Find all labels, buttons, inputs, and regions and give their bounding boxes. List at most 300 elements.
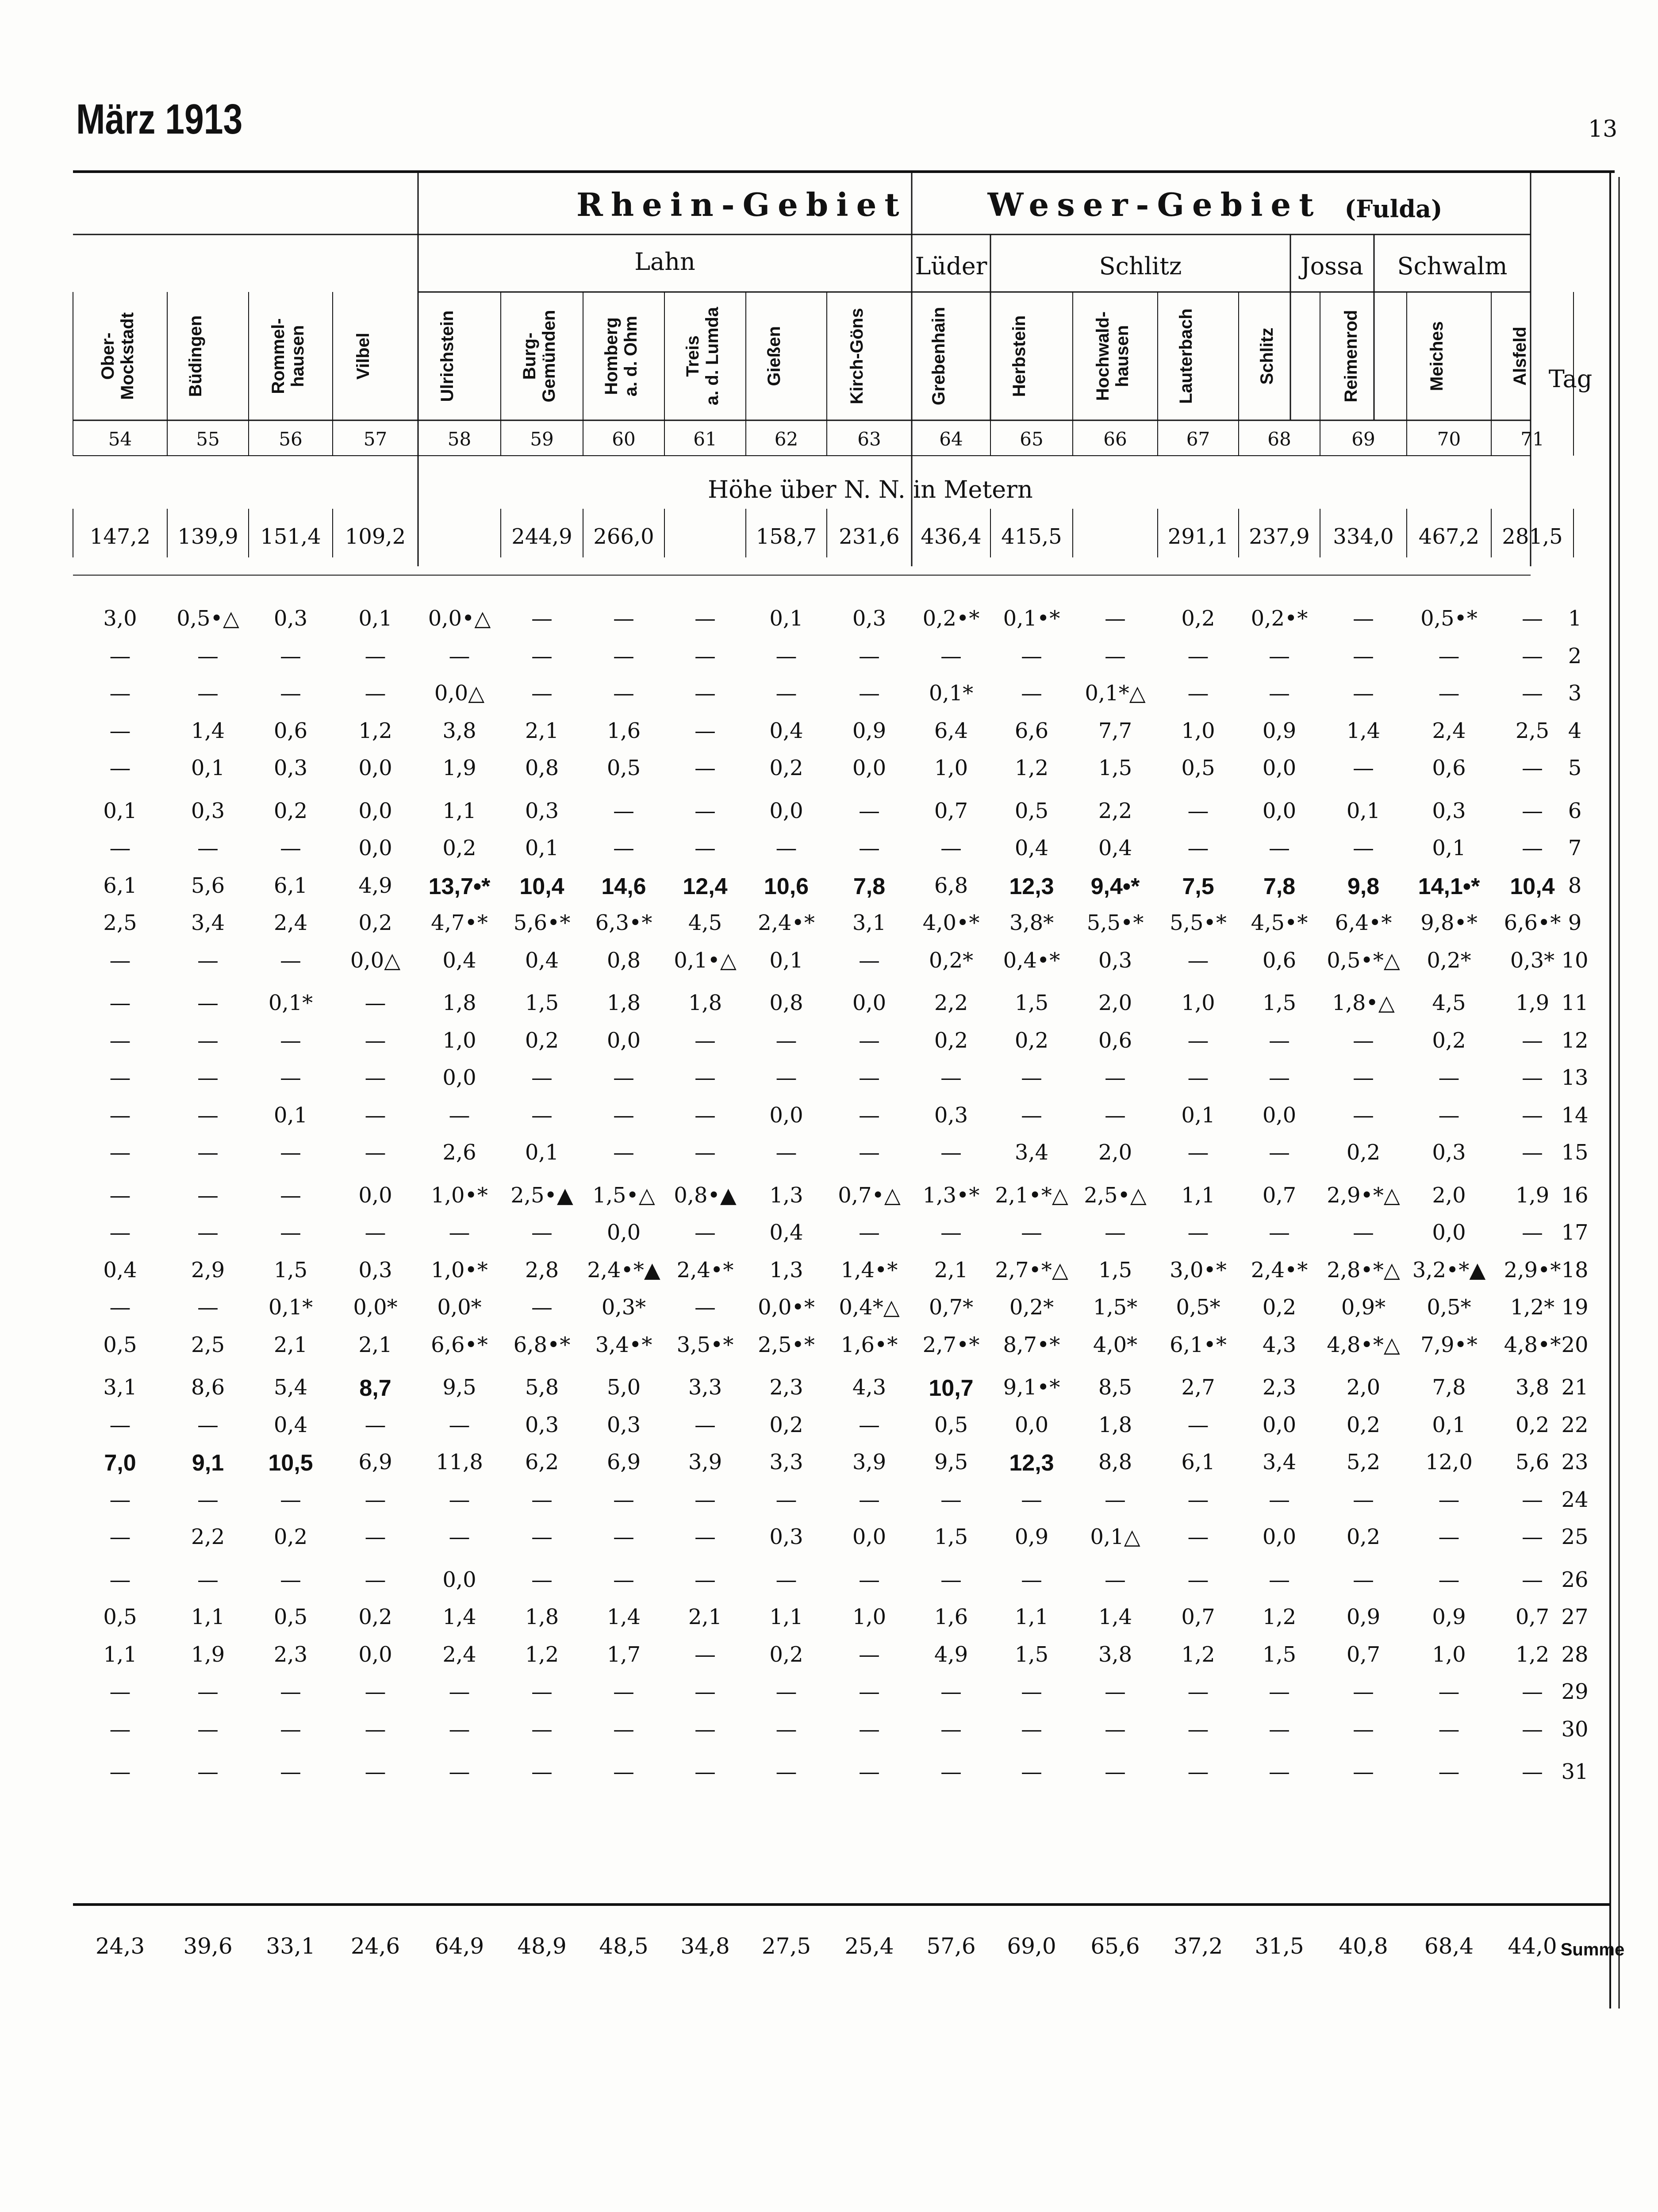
table-cell: 0,7•△ [838,1183,901,1208]
table-cell: 0,1* [929,681,974,706]
table-cell: 0,3 [1098,948,1132,973]
table-cell: 4,5 [1432,991,1466,1015]
table-cell: — [1105,1102,1126,1128]
table-cell: — [859,798,880,823]
table-cell: — [1438,1065,1460,1090]
day-label: 24 [1561,1487,1589,1512]
table-cell: 2,1 [688,1605,722,1629]
table-cell: 0,2 [1346,1140,1381,1165]
table-cell: — [1105,1220,1126,1245]
table-cell: — [197,1220,219,1245]
table-cell: 6,8•* [513,1332,571,1357]
table-cell: — [1105,1759,1126,1784]
table-cell: 2,4•*▲ [587,1257,660,1283]
station-number: 70 [1437,428,1461,450]
table-cell: 0,0 [358,798,392,823]
day-label: 13 [1561,1065,1589,1090]
table-cell: 0,5 [1181,756,1215,780]
table-cell: — [109,643,131,668]
table-cell: 6,2 [525,1450,559,1475]
table-cell: 2,1 [934,1257,968,1283]
table-cell: 2,4 [1432,718,1466,743]
table-cell: — [940,1487,962,1512]
table-cell: — [109,948,131,973]
table-cell: — [1522,1140,1543,1165]
table-cell: 8,7 [359,1375,391,1401]
table-cell: 7,7 [1098,718,1132,743]
table-cell: — [1353,1220,1374,1245]
table-cell: — [280,1679,301,1704]
table-cell: 0,1 [769,606,803,631]
table-cell: — [197,1140,219,1165]
table-cell: — [695,1102,716,1128]
table-cell: 1,4 [606,1605,641,1629]
table-cell: — [531,1295,553,1320]
table-cell: — [1438,1525,1460,1549]
table-cell: 1,3 [769,1257,803,1283]
table-cell: — [775,1717,797,1742]
station-number: 64 [939,428,963,450]
table-cell: 1,6•* [841,1332,898,1357]
table-cell: — [531,1065,553,1090]
table-cell: — [280,643,301,668]
subgroup-schlitz: Schlitz [1099,252,1182,280]
table-cell: — [859,836,880,860]
table-cell: 12,3 [1009,873,1054,899]
table-cell: — [613,1102,634,1128]
table-cell: 0,3 [525,798,559,823]
table-cell: 6,6 [1014,718,1049,743]
day-label: 22 [1561,1412,1589,1437]
table-cell: 7,9•* [1420,1332,1478,1357]
station-name: Rommel- hausen [269,318,307,394]
table-cell: 0,7 [1262,1183,1297,1208]
table-cell: 10,6 [764,873,809,899]
table-cell: 0,0 [852,991,887,1015]
table-cell: 0,4*△ [839,1295,900,1320]
day-label: 31 [1561,1759,1589,1784]
table-cell: — [365,643,386,668]
station-name: Meiches [1427,321,1447,391]
table-cell: 6,4•* [1335,910,1392,935]
table-cell: 2,7•*△ [995,1257,1068,1283]
station-number: 61 [693,428,717,450]
table-cell: — [449,1717,470,1742]
table-cell: 1,9 [1515,1183,1550,1208]
table-cell: 0,6 [1098,1028,1132,1053]
table-cell: — [1269,1065,1290,1090]
table-cell: 1,9 [191,1642,225,1667]
table-cell: 0,0 [358,1642,392,1667]
station-name: Gießen [764,326,784,386]
day-label: 19 [1561,1295,1589,1320]
table-cell: 0,1•* [1003,606,1060,631]
table-cell: 1,0 [442,1028,476,1053]
subgroup-jossa: Jossa [1301,252,1363,280]
table-cell: — [695,1140,716,1165]
group-rhein-gebiet: Rhein-Gebiet [576,186,907,223]
table-cell: 0,0 [1432,1220,1466,1245]
table-cell: — [859,643,880,668]
table-cell: — [197,836,219,860]
table-cell: 0,7 [934,798,968,823]
table-cell: — [197,1065,219,1090]
table-cell: — [197,1412,219,1437]
table-cell: 0,5 [606,756,641,780]
table-cell: — [531,1102,553,1128]
table-cell: — [695,1759,716,1784]
table-cell: — [365,1220,386,1245]
table-cell: 2,5•▲ [510,1183,573,1208]
table-cell: 0,2 [1346,1525,1381,1549]
table-cell: 2,9•* [1504,1257,1561,1283]
column-header-tag: Tag [1548,365,1593,393]
table-cell: 0,3* [601,1295,646,1320]
table-cell: 6,6•* [1504,910,1561,935]
table-cell: — [365,1140,386,1165]
station-number: 65 [1020,428,1044,450]
table-cell: — [859,1065,880,1090]
sum-cell: 48,5 [599,1933,649,1959]
table-cell: — [531,681,553,706]
table-cell: 2,2 [934,991,968,1015]
table-cell: 0,3 [191,798,225,823]
table-cell: 0,2 [769,1642,803,1667]
day-label: 20 [1561,1332,1589,1357]
table-cell: 0,1 [273,1102,308,1128]
table-cell: 0,2 [358,1605,392,1629]
table-cell: 0,2* [1009,1295,1054,1320]
table-cell: — [695,1412,716,1437]
table-cell: 1,5 [525,991,559,1015]
table-cell: — [109,1412,131,1437]
station-elevation: 237,9 [1249,524,1310,549]
table-cell: — [613,606,634,631]
table-cell: 1,4•* [841,1257,898,1283]
table-cell: 1,8 [1098,1412,1132,1437]
table-cell: — [197,681,219,706]
table-cell: — [613,1567,634,1592]
table-cell: — [1187,1487,1209,1512]
subgroup-lahn: Lahn [634,248,695,276]
table-cell: 0,7 [1346,1642,1381,1667]
table-cell: — [531,1220,553,1245]
table-cell: 2,7•* [922,1332,980,1357]
table-cell: 0,7 [1181,1605,1215,1629]
table-cell: — [109,718,131,743]
table-cell: 9,8•* [1420,910,1478,935]
table-cell: 2,5 [191,1332,225,1357]
table-cell: 0,4 [769,1220,803,1245]
table-cell: — [1353,1759,1374,1784]
table-cell: 1,0 [1181,991,1215,1015]
sum-cell: 24,3 [95,1933,145,1959]
station-number: 69 [1351,428,1375,450]
table-cell: 0,3 [934,1102,968,1128]
table-cell: — [1353,1065,1374,1090]
table-cell: 0,0 [1262,1102,1297,1128]
table-cell: 9,4•* [1090,873,1140,899]
table-cell: — [1105,1679,1126,1704]
table-cell: 0,3 [1432,1140,1466,1165]
table-cell: — [1269,643,1290,668]
table-cell: 0,0 [358,1183,392,1208]
table-cell: — [109,681,131,706]
table-cell: 0,1 [1346,798,1381,823]
table-cell: 2,8 [525,1257,559,1283]
table-cell: — [1021,1065,1042,1090]
table-cell: 0,5 [1014,798,1049,823]
table-cell: 0,6 [1432,756,1466,780]
station-name: Schlitz [1257,327,1277,385]
table-cell: — [1353,1487,1374,1512]
table-cell: — [365,1679,386,1704]
table-cell: 11,8 [436,1450,483,1475]
table-cell: 1,1 [769,1605,803,1629]
table-cell: — [859,1717,880,1742]
table-cell: 10,7 [929,1375,974,1401]
page-title: März 1913 [76,96,243,143]
table-cell: — [365,1487,386,1512]
day-label: 12 [1561,1028,1589,1053]
table-cell: — [940,1567,962,1592]
table-cell: — [109,1065,131,1090]
table-cell: 5,5•* [1170,910,1227,935]
table-cell: — [1269,1679,1290,1704]
table-cell: 2,1 [273,1332,308,1357]
table-cell: 2,0 [1346,1375,1381,1400]
day-label: 28 [1561,1642,1589,1667]
table-cell: 2,0 [1098,991,1132,1015]
table-cell: 0,5•*△ [1327,948,1400,973]
table-cell: 3,3 [769,1450,803,1475]
table-cell: 0,7 [1515,1605,1550,1629]
station-number: 68 [1267,428,1291,450]
table-cell: 1,6 [606,718,641,743]
table-cell: — [859,1412,880,1437]
table-cell: — [1522,1567,1543,1592]
table-cell: — [1522,1525,1543,1549]
table-cell: 0,2•* [1251,606,1308,631]
subgroup-lueder: Lüder [915,252,987,280]
table-cell: 8,5 [1098,1375,1132,1400]
table-cell: — [280,1759,301,1784]
table-cell: 2,1 [358,1332,392,1357]
table-cell: 7,5 [1182,873,1214,899]
table-cell: 7,8 [1263,873,1296,899]
table-cell: — [613,643,634,668]
table-cell: — [1021,1759,1042,1784]
table-cell: 0,5* [1176,1295,1220,1320]
table-cell: 1,5 [1014,1642,1049,1667]
table-cell: 0,0 [852,1525,887,1549]
table-cell: — [365,1028,386,1053]
table-cell: 1,2 [1181,1642,1215,1667]
table-cell: — [1522,1028,1543,1053]
table-cell: 2,2 [191,1525,225,1549]
table-cell: — [859,948,880,973]
day-label: 3 [1568,681,1582,706]
table-cell: — [940,836,962,860]
table-cell: 1,0 [1181,718,1215,743]
table-cell: — [695,1220,716,1245]
table-cell: 5,6•* [513,910,571,935]
table-cell: 0,2* [1427,948,1471,973]
table-cell: — [695,1487,716,1512]
table-cell: 12,3 [1009,1450,1054,1476]
station-name: Herbstein [1009,315,1029,397]
table-cell: 0,2 [934,1028,968,1053]
station-elevation: 467,2 [1418,524,1480,549]
table-cell: — [109,1102,131,1128]
table-cell: 7,0 [104,1450,136,1476]
table-cell: — [940,643,962,668]
table-cell: 0,3 [525,1412,559,1437]
station-name: Ulrichstein [437,310,457,402]
table-cell: 0,8 [525,756,559,780]
table-cell: 0,7* [929,1295,974,1320]
table-cell: 1,1 [1014,1605,1049,1629]
station-number: 63 [857,428,881,450]
table-cell: 3,4 [1262,1450,1297,1475]
table-cell: 1,0•* [431,1257,488,1283]
table-cell: — [859,1642,880,1667]
table-cell: — [531,1567,553,1592]
table-cell: — [365,1065,386,1090]
table-cell: 3,1 [103,1375,137,1400]
sum-cell: 44,0 [1508,1933,1557,1959]
table-cell: 9,5 [442,1375,476,1400]
table-cell: 2,5•* [758,1332,815,1357]
table-cell: — [1522,1717,1543,1742]
table-cell: 0,0△ [434,681,485,706]
table-cell: — [1187,681,1209,706]
day-label: 11 [1561,991,1589,1015]
station-name: Reimenrod [1341,310,1361,403]
sum-cell: 39,6 [183,1933,233,1959]
table-cell: 0,1 [103,798,137,823]
table-cell: — [1353,643,1374,668]
table-cell: 0,2 [769,1412,803,1437]
table-cell: 9,5 [934,1450,968,1475]
table-cell: — [197,643,219,668]
table-cell: — [1187,836,1209,860]
table-cell: 12,4 [683,873,728,899]
table-cell: — [695,756,716,780]
table-cell: — [695,1642,716,1667]
table-cell: 6,1 [1181,1450,1215,1475]
table-cell: — [1522,1679,1543,1704]
table-cell: — [280,1567,301,1592]
table-cell: 9,8 [1347,873,1380,899]
table-cell: — [1353,606,1374,631]
table-cell: 0,0△ [350,948,401,973]
table-cell: 3,9 [852,1450,887,1475]
table-cell: 4,8•*△ [1327,1332,1400,1357]
table-cell: 0,3 [273,606,308,631]
station-name: Hochwald- hausen [1093,311,1132,401]
table-cell: — [695,1679,716,1704]
table-cell: 8,8 [1098,1450,1132,1475]
table-cell: 2,3 [273,1642,308,1667]
table-cell: 14,1•* [1418,873,1480,899]
table-cell: 0,0•* [758,1295,815,1320]
station-name: Burg- Gemünden [520,310,559,403]
table-cell: 0,0 [1014,1412,1049,1437]
table-cell: — [531,1717,553,1742]
station-name: Ober- Mockstadt [98,312,137,400]
table-cell: 0,9 [1262,718,1297,743]
table-cell: 3,8* [1009,910,1054,935]
table-cell: — [1353,1679,1374,1704]
table-cell: — [1187,1679,1209,1704]
table-cell: — [1353,1102,1374,1128]
day-label: 15 [1561,1140,1589,1165]
table-cell: — [1187,948,1209,973]
table-cell: — [1021,1567,1042,1592]
table-cell: 0,1* [268,1295,313,1320]
station-number: 62 [774,428,798,450]
station-number: 71 [1520,428,1544,450]
station-elevation: 139,9 [177,524,238,549]
table-cell: 0,8•▲ [674,1183,737,1208]
table-cell: — [197,1567,219,1592]
table-cell: — [940,1679,962,1704]
table-cell: 9,1•* [1003,1375,1060,1400]
table-cell: 10,4 [519,873,564,899]
table-cell: — [613,836,634,860]
table-cell: 0,0 [606,1220,641,1245]
day-label: 2 [1568,643,1582,668]
station-number: 58 [447,428,472,450]
sum-cell: 48,9 [517,1933,567,1959]
table-cell: — [449,643,470,668]
table-cell: 6,6•* [431,1332,488,1357]
table-cell: — [1438,1759,1460,1784]
table-cell: — [1522,1102,1543,1128]
table-cell: — [1438,1102,1460,1128]
table-cell: 1,1 [442,798,476,823]
table-cell: — [613,1140,634,1165]
table-cell: 5,6 [1515,1450,1550,1475]
station-name: Treis a. d. Lumda [683,307,722,406]
table-cell: — [365,1102,386,1128]
table-cell: — [365,681,386,706]
sum-cell: 34,8 [680,1933,730,1959]
table-cell: — [197,1295,219,1320]
table-cell: — [613,1065,634,1090]
sum-cell: 65,6 [1090,1933,1140,1959]
table-cell: — [1021,1717,1042,1742]
table-cell: 1,2 [1262,1605,1297,1629]
table-cell: 2,4 [442,1642,476,1667]
table-cell: — [197,1717,219,1742]
table-cell: — [1269,836,1290,860]
table-cell: 0,6 [273,718,308,743]
table-cell: 0,0 [1262,798,1297,823]
day-label: 1 [1568,606,1582,631]
table-cell: — [531,643,553,668]
table-cell: — [449,1412,470,1437]
table-cell: 1,2 [358,718,392,743]
table-cell: 0,0 [1262,1412,1297,1437]
day-label: 6 [1568,798,1582,823]
table-cell: 0,4•* [1003,948,1060,973]
table-cell: — [365,1717,386,1742]
table-cell: 0,9 [1432,1605,1466,1629]
table-cell: — [775,643,797,668]
table-cell: 3,4•* [595,1332,652,1357]
